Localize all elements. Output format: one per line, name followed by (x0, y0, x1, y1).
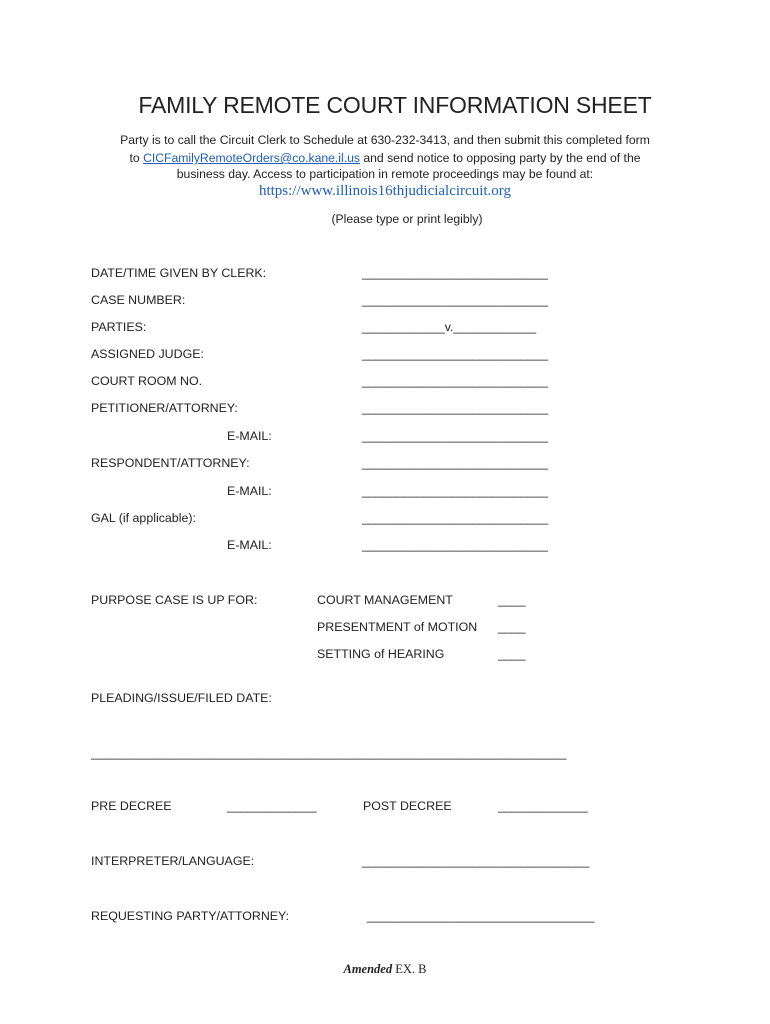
respondent-field[interactable]: ___________________________ (362, 456, 549, 470)
petitioner-email-field[interactable]: ___________________________ (362, 429, 549, 443)
assigned-judge-field[interactable]: ___________________________ (362, 347, 549, 361)
respondent-email-label: E-MAIL: (227, 484, 272, 498)
gal-label: GAL (if applicable): (91, 511, 196, 525)
parties-label: PARTIES: (91, 320, 147, 334)
gal-email-label: E-MAIL: (227, 538, 272, 552)
petitioner-field[interactable]: ___________________________ (362, 401, 549, 415)
interpreter-field[interactable]: _________________________________ (362, 854, 590, 868)
gal-email-field[interactable]: ___________________________ (362, 538, 549, 552)
page-title: FAMILY REMOTE COURT INFORMATION SHEET (138, 92, 652, 118)
petitioner-label: PETITIONER/ATTORNEY: (91, 401, 238, 415)
court-management-checkbox[interactable]: ____ (498, 593, 526, 607)
footer-ex-label: EX. B (392, 962, 427, 976)
footer-exhibit (0, 962, 770, 977)
court-room-label: COURT ROOM NO. (91, 374, 203, 388)
parties-field[interactable]: ____________v.____________ (362, 320, 537, 334)
pleading-field[interactable]: _____________________________________________________________________ (91, 746, 567, 760)
requesting-party-label: REQUESTING PARTY/ATTORNEY: (91, 909, 290, 923)
case-number-field[interactable]: ___________________________ (362, 293, 549, 307)
purpose-label: PURPOSE CASE IS UP FOR: (91, 593, 258, 607)
purpose-option-presentment: PRESENTMENT of MOTION (317, 620, 478, 634)
pleading-label: PLEADING/ISSUE/FILED DATE: (91, 691, 272, 705)
setting-hearing-checkbox[interactable]: ____ (498, 647, 526, 661)
date-time-field[interactable]: ___________________________ (362, 266, 549, 280)
pre-decree-field[interactable]: _____________ (227, 799, 317, 813)
presentment-checkbox[interactable]: ____ (498, 620, 526, 634)
assigned-judge-label: ASSIGNED JUDGE: (91, 347, 204, 361)
respondent-label: RESPONDENT/ATTORNEY: (91, 456, 250, 470)
website-link[interactable]: https://www.illinois16thjudicialcircuit.org (258, 183, 512, 199)
interpreter-label: INTERPRETER/LANGUAGE: (91, 854, 255, 868)
respondent-email-field[interactable]: ___________________________ (362, 484, 549, 498)
post-decree-label: POST DECREE (363, 799, 452, 813)
requesting-party-field[interactable]: _________________________________ (367, 909, 595, 923)
purpose-option-court-management: COURT MANAGEMENT (317, 593, 453, 607)
intro-line-2-prefix: to (129, 151, 144, 165)
purpose-option-setting-hearing: SETTING of HEARING (317, 647, 445, 661)
gal-field[interactable]: ___________________________ (362, 511, 549, 525)
court-room-field[interactable]: ___________________________ (362, 374, 549, 388)
legibility-note: (Please type or print legibly) (331, 212, 483, 226)
intro-line-1: Party is to call the Circuit Clerk to Schedule at 630-232-3413, and then submit this completed form (120, 133, 650, 147)
email-link[interactable]: CICFamilyRemoteOrders@co.kane.il.us (143, 151, 360, 165)
intro-line-3: business day. Access to participation in remote proceedings may be found at: (176, 167, 594, 181)
post-decree-field[interactable]: _____________ (498, 799, 588, 813)
date-time-label: DATE/TIME GIVEN BY CLERK: (91, 266, 267, 280)
footer-amended: Amended (343, 962, 393, 976)
intro-line-2 (0, 151, 770, 165)
intro-line-2-suffix: and send notice to opposing party by the end of the (359, 151, 641, 165)
case-number-label: CASE NUMBER: (91, 293, 186, 307)
petitioner-email-label: E-MAIL: (227, 429, 272, 443)
pre-decree-label: PRE DECREE (91, 799, 172, 813)
